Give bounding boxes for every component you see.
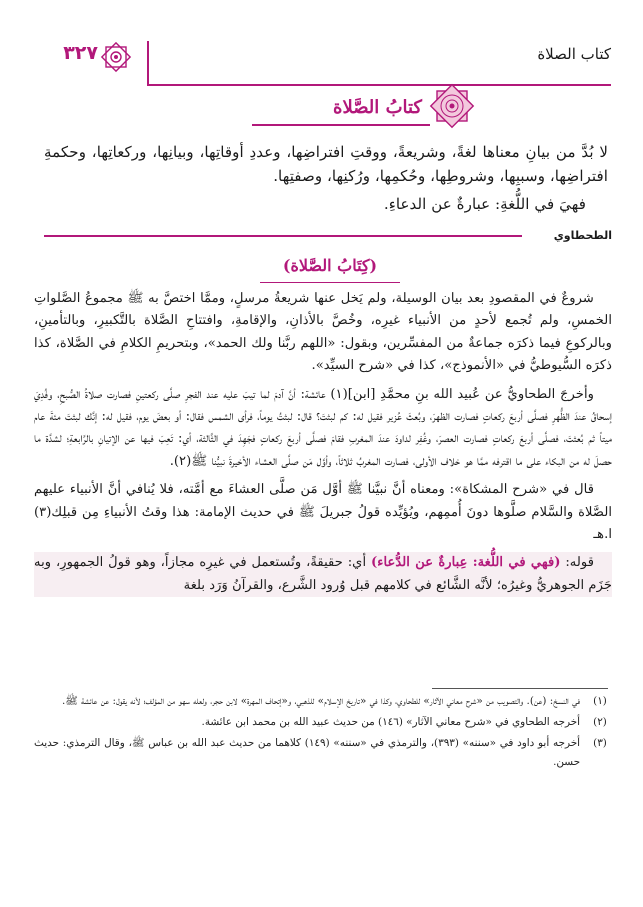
main-paragraph-1: لا بُدَّ من بيانِ معناها لغةً، وشريعةً، ووقتِ افتراضِها، وعددِ أوقاتِها، وبيانِها، وركعاتِها، وحكمةِ افتراضِها، وسببِها، وشروطِها، وحُكمِها، ورُكنِها، وصفتِها. <box>44 143 608 185</box>
octagram-rosette-icon <box>424 78 480 134</box>
footnote-text: أخرجه أبو داود في «سننه» (٣٩٣)، والترمذي في «سننه» (١٤٩) كلاهما من حديث عبد الله بن عباس ﷺ، وقال الترمذي: حديث حسن. <box>34 737 581 768</box>
footnotes <box>34 692 612 774</box>
star-rosette-icon <box>98 39 134 75</box>
commentary-title: (كِتَابُ الصَّلاة) <box>282 256 378 275</box>
footnote-text: أخرجه الطحاوي في «شرح معاني الآثار» (١٤٦) من حديث عبيد الله بن محمد ابن عائشة. <box>201 716 580 728</box>
quoted-matn: (فهي في اللُّغة: عِبارةٌ عن الدُّعاء) <box>371 555 561 571</box>
commentary-separator <box>44 235 522 237</box>
main-paragraph-2: فهيَ في اللُّغةِ: عبارةٌ عن الدعاءِ. <box>383 195 586 213</box>
footnote <box>34 734 612 772</box>
footnote-text: في النسخ: (عن). والتصويب من «شرح معاني الآثار» للطحاوي، وكذا في «تاريخ الإسلام» للذهبي، و«إتحاف المهرة» لابن حجر، ولعله سهو من المؤلف؛ لأنه يقول: عن عائشة ﷺ. <box>61 695 580 707</box>
header-vertical-rule <box>147 41 149 85</box>
footnote-number: (٣) <box>593 737 607 749</box>
commentary-paragraph-2: وأخرجَ الطحاويُّ عن عُبيد الله بنِ محمَّدِ [ابن](١) عائشة: أنَّ آدمَ لما تيبَ عليه عند الفجرِ صلَّى ركعتينِ فصارت صلاةُ الصُّبحِ، وفُدِيَ إسحاقُ عندَ الظُّهرِ فصلَّى أربعَ ركعاتٍ فصارت الظهرَ، وبُعثَ عُزير فقيل له: كم لبثتَ؟ قال: لبثتُ يوماً، فرأى الشمس فقال: أو بعضَ يوم، فقيل له: إنَّك لبثتَ مئةَ عام ميتاً ثم بُعثتَ، فصلَّى أربعَ ركعاتٍ فصارت العصرَ، وغُفِر لداودَ عندَ المغربِ فقامَ فصلَّى أربعَ ركعاتٍ فجَهِدَ في الثَّالثة، أي: تَعِبَ فيها عن الإتيانِ بالرَّابعةِ؛ لشدَّة ما حصلَ له من البكاء على ما اقترفه ممَّا هو خلاف الأولى، فصارت المغربُ ثلاثاً، وأوَّل مَن صلَّى العشاء الأخيرةَ نبيُّنا ﷺ(٢). <box>34 386 612 469</box>
chapter-title: كتابُ الصَّلاة <box>333 97 422 118</box>
commentary-author-label: الطحطاوي <box>553 229 612 242</box>
chapter-title-underline <box>252 124 430 126</box>
quote-intro: قوله: <box>560 555 595 571</box>
commentary-paragraph-4 <box>34 552 612 597</box>
page-number: ٣٢٧ <box>63 42 98 64</box>
running-head-title: كتاب الصلاة <box>537 45 611 63</box>
footnote-number: (١) <box>593 695 607 707</box>
footnote-number: (٢) <box>593 716 607 728</box>
footnote-rule <box>432 688 608 689</box>
main-text <box>44 140 608 220</box>
commentary-title-underline <box>260 282 400 283</box>
commentary-text <box>34 288 612 603</box>
footnote <box>34 692 612 711</box>
header-underline <box>147 84 611 86</box>
commentary-paragraph-1: شروعٌ في المقصودِ بعد بيان الوسيلة، ولم يَخل عنها شريعةُ مرسلٍ، وممَّا اختصَّ به ﷺ مجموعُ الصَّلواتِ الخمسِ، ولم تُجمع لأحدٍ من الأنبياء غيرِه، وخُصَّ بالأذانِ، والإقامةِ، وافتتاحِ الصَّلاة بالتَّكبيرِ، وبالتأمينِ، وبالركوعِ فيما ذكرَه جماعةٌ من المفسِّرين، وبقول: «اللهم ربَّنا ولك الحمد»، وبتحريمِ الكلامِ في الصَّلاة، كذا ذكرَه السُّيوطيُّ في «الأنموذج»، كذا في «شرح السيِّد». <box>34 291 612 374</box>
quote-explanation: أي: حقيقةً، وتُستعمل في غيرِه مجازاً، وهو قولُ الجمهورِ، وبه جَزَم الجوهريُّ وغيرُه؛ لأنَّه الشَّائع في كلامهم قبل وُرود الشَّرع، والقرآنُ وَرَد بلغة <box>34 555 612 593</box>
footnote <box>34 713 612 732</box>
commentary-paragraph-3: قال في «شرح المشكاة»: ومعناه أنَّ نبيَّنا ﷺ أوَّل مَن صلَّى العشاءَ مع أمَّته، فلا يُنافي أنَّ الأنبياء عليهم الصَّلاة والسَّلام صلَّوها دونَ أُممِهم، ويُؤيِّده قولُ جبريلَ ﷺ في حديث الإمامة: هذا وقتُ الأنبياءِ مِن قبلِك(٣) ا.هـ <box>34 482 612 543</box>
